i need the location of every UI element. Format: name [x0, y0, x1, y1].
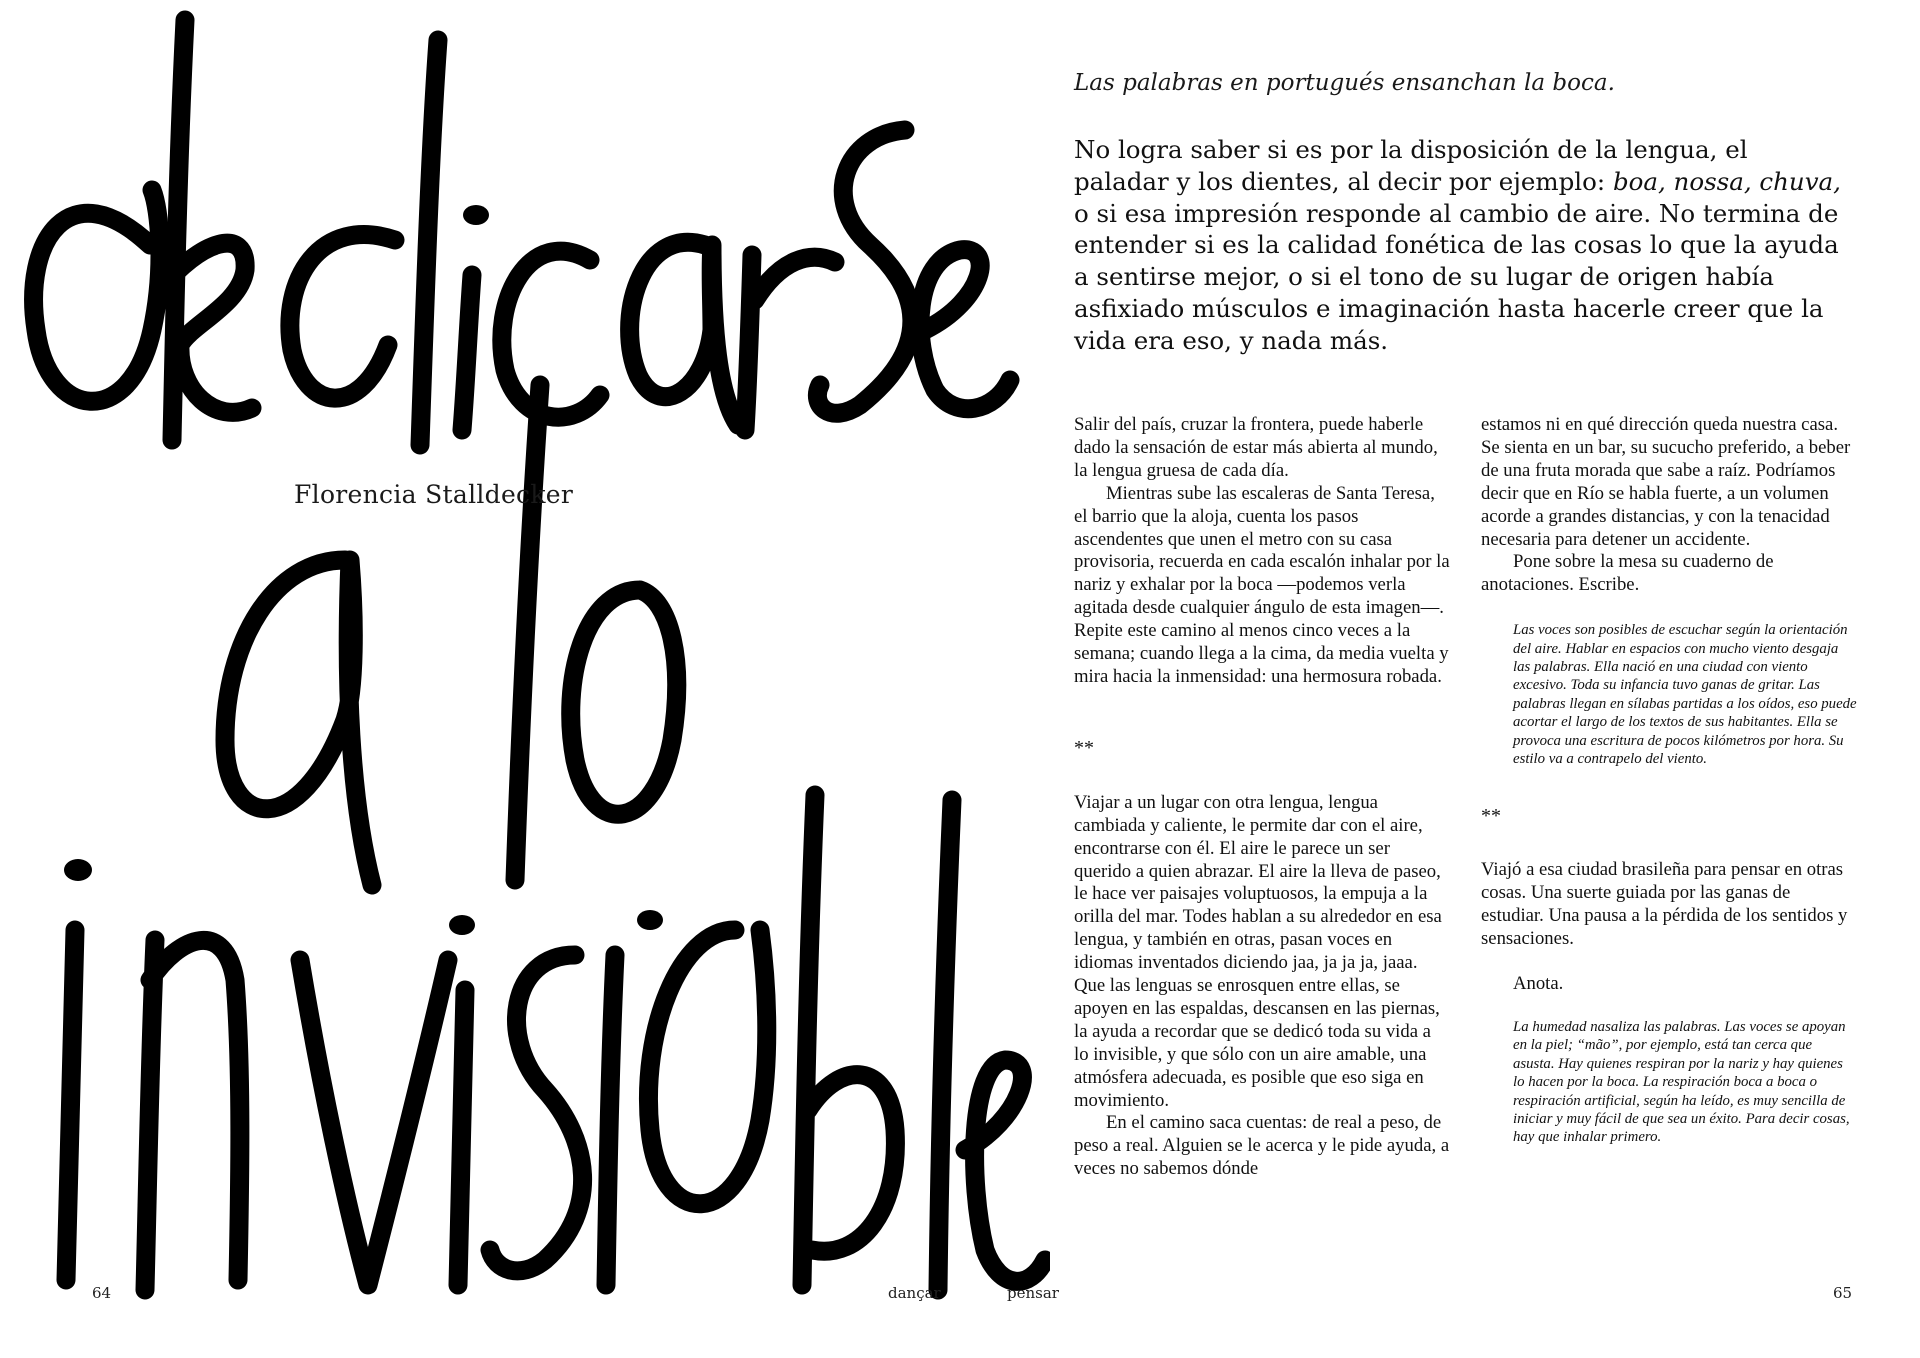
- page-number-right: 65: [1833, 1284, 1853, 1302]
- section-label-left: dançar: [888, 1284, 941, 1302]
- epigraph: Las palabras en portugués ensanchan la boca.: [1074, 70, 1615, 96]
- text-column-right: [1481, 414, 1857, 1147]
- title-word-dedicarse: [34, 20, 1010, 445]
- body-paragraph: Salir del país, cruzar la frontera, puede haberle dado la sensación de estar más abierta al mundo, la lengua gruesa de cada día.: [1074, 414, 1438, 481]
- body-paragraph: Mientras sube las escaleras de Santa Teresa, el barrio que la aloja, cuenta los pasos ascendentes que unen el metro con su casa provisoria, recuerda en cada escalón inhalar por la nariz y exhalar por la boca —podemos verla agitada desde cualquier ángulo de esta imagen—. Repite este camino al menos cinco veces a la semana; cuando llega a la cima, da media vuelta y mira hacia la inmensidad: una hermosura robada.: [1074, 482, 1450, 687]
- section-separator: **: [1481, 804, 1501, 827]
- body-paragraph: Viajar a un lugar con otra lengua, lengua cambiada y caliente, le permite dar con el aire, encontrarse con él. El aire le parece un ser querido a quien abrazar. El aire la lleva de paseo, le hace ver paisajes voluptuosos, la empuja a la orilla del mar. Todes hablan a su alrededor en esa lengua, y también en otras, pasan voces en idiomas inventados diciendo jaa, ja ja ja, jaaa. Que las lenguas se enrosquen entre ellas, se apoyen en las espaldas, descansen en las piernas, la ayuda a recordar que se dedicó toda su vida a lo invisible, y que sólo con un aire amable, una atmósfera adecuada, es posible que eso siga en movimiento.: [1074, 791, 1442, 1111]
- notebook-note: La humedad nasaliza las palabras. Las voces se apoyan en la piel; “mão”, por ejemplo, está tan cerca que asusta. Hay quienes respiran por la nariz y hay quienes lo hacen por la boca. La respiración boca a boca o respiración artificial, según ha leído, es muy sencilla de iniciar y muy fácil de que sea un éxito. Para decir cosas, hay que inhalar primero.: [1513, 1018, 1850, 1146]
- lead-paragraph: [1074, 134, 1844, 357]
- section-separator: **: [1074, 736, 1094, 759]
- body-paragraph: En el camino saca cuentas: de real a peso, de peso a real. Alguien se le acerca y le pide ayuda, a veces no sabemos dónde: [1074, 1112, 1450, 1180]
- lead-text-start: No logra saber si es por la disposición de la lengua, el paladar y los dientes, al decir por ejemplo:: [1074, 135, 1748, 196]
- lead-portuguese-words: boa, nossa, chuva,: [1612, 166, 1841, 196]
- title-word-a-lo: [225, 385, 677, 885]
- body-paragraph: Pone sobre la mesa su cuaderno de anotaciones. Escribe.: [1481, 551, 1774, 596]
- author-name: Florencia Stalldecker: [294, 480, 574, 509]
- page-number-left: 64: [92, 1284, 112, 1302]
- lead-text-end: o si esa impresión responde al cambio de aire. No termina de entender si es la calidad fonética de las cosas lo que la ayuda a sentirse mejor, o si el tono de su lugar de origen había asfixiado músculos e imaginación hasta hacerle creer que la vida era eso, y nada más.: [1074, 198, 1839, 355]
- section-label-right: pensar: [1007, 1284, 1059, 1302]
- notebook-note: Las voces son posibles de escuchar según la orientación del aire. Hablar en espacios con mucho viento desgaja las palabras. Ella nació en una ciudad con viento excesivo. Toda su infancia tuvo ganas de gritar. Las palabras llegan en sílabas partidas a los oídos, eso puede acortar el largo de los textos de sus habitantes. Ella se provoca una escritura de pocos kilómetros por hora. Su estilo va a contrapelo del viento.: [1513, 622, 1857, 768]
- body-paragraph: estamos ni en qué dirección queda nuestra casa. Se sienta en un bar, su sucucho preferido, a beber de una fruta morada que sabe a raíz. Podríamos decir que en Río se habla fuerte, a un volumen acorde a grandes distancias, y con la tenacidad necesaria para detener un accidente.: [1481, 414, 1851, 550]
- body-paragraph: Viajó a esa ciudad brasileña para pensar en otras cosas. Una suerte guiada por las ganas de estudiar. Una pausa a la pérdida de los sentidos y sensaciones.: [1481, 859, 1848, 950]
- body-paragraph-anota: Anota.: [1513, 973, 1564, 995]
- title-word-invisible: [66, 795, 1045, 1290]
- text-column-left: [1074, 414, 1450, 1181]
